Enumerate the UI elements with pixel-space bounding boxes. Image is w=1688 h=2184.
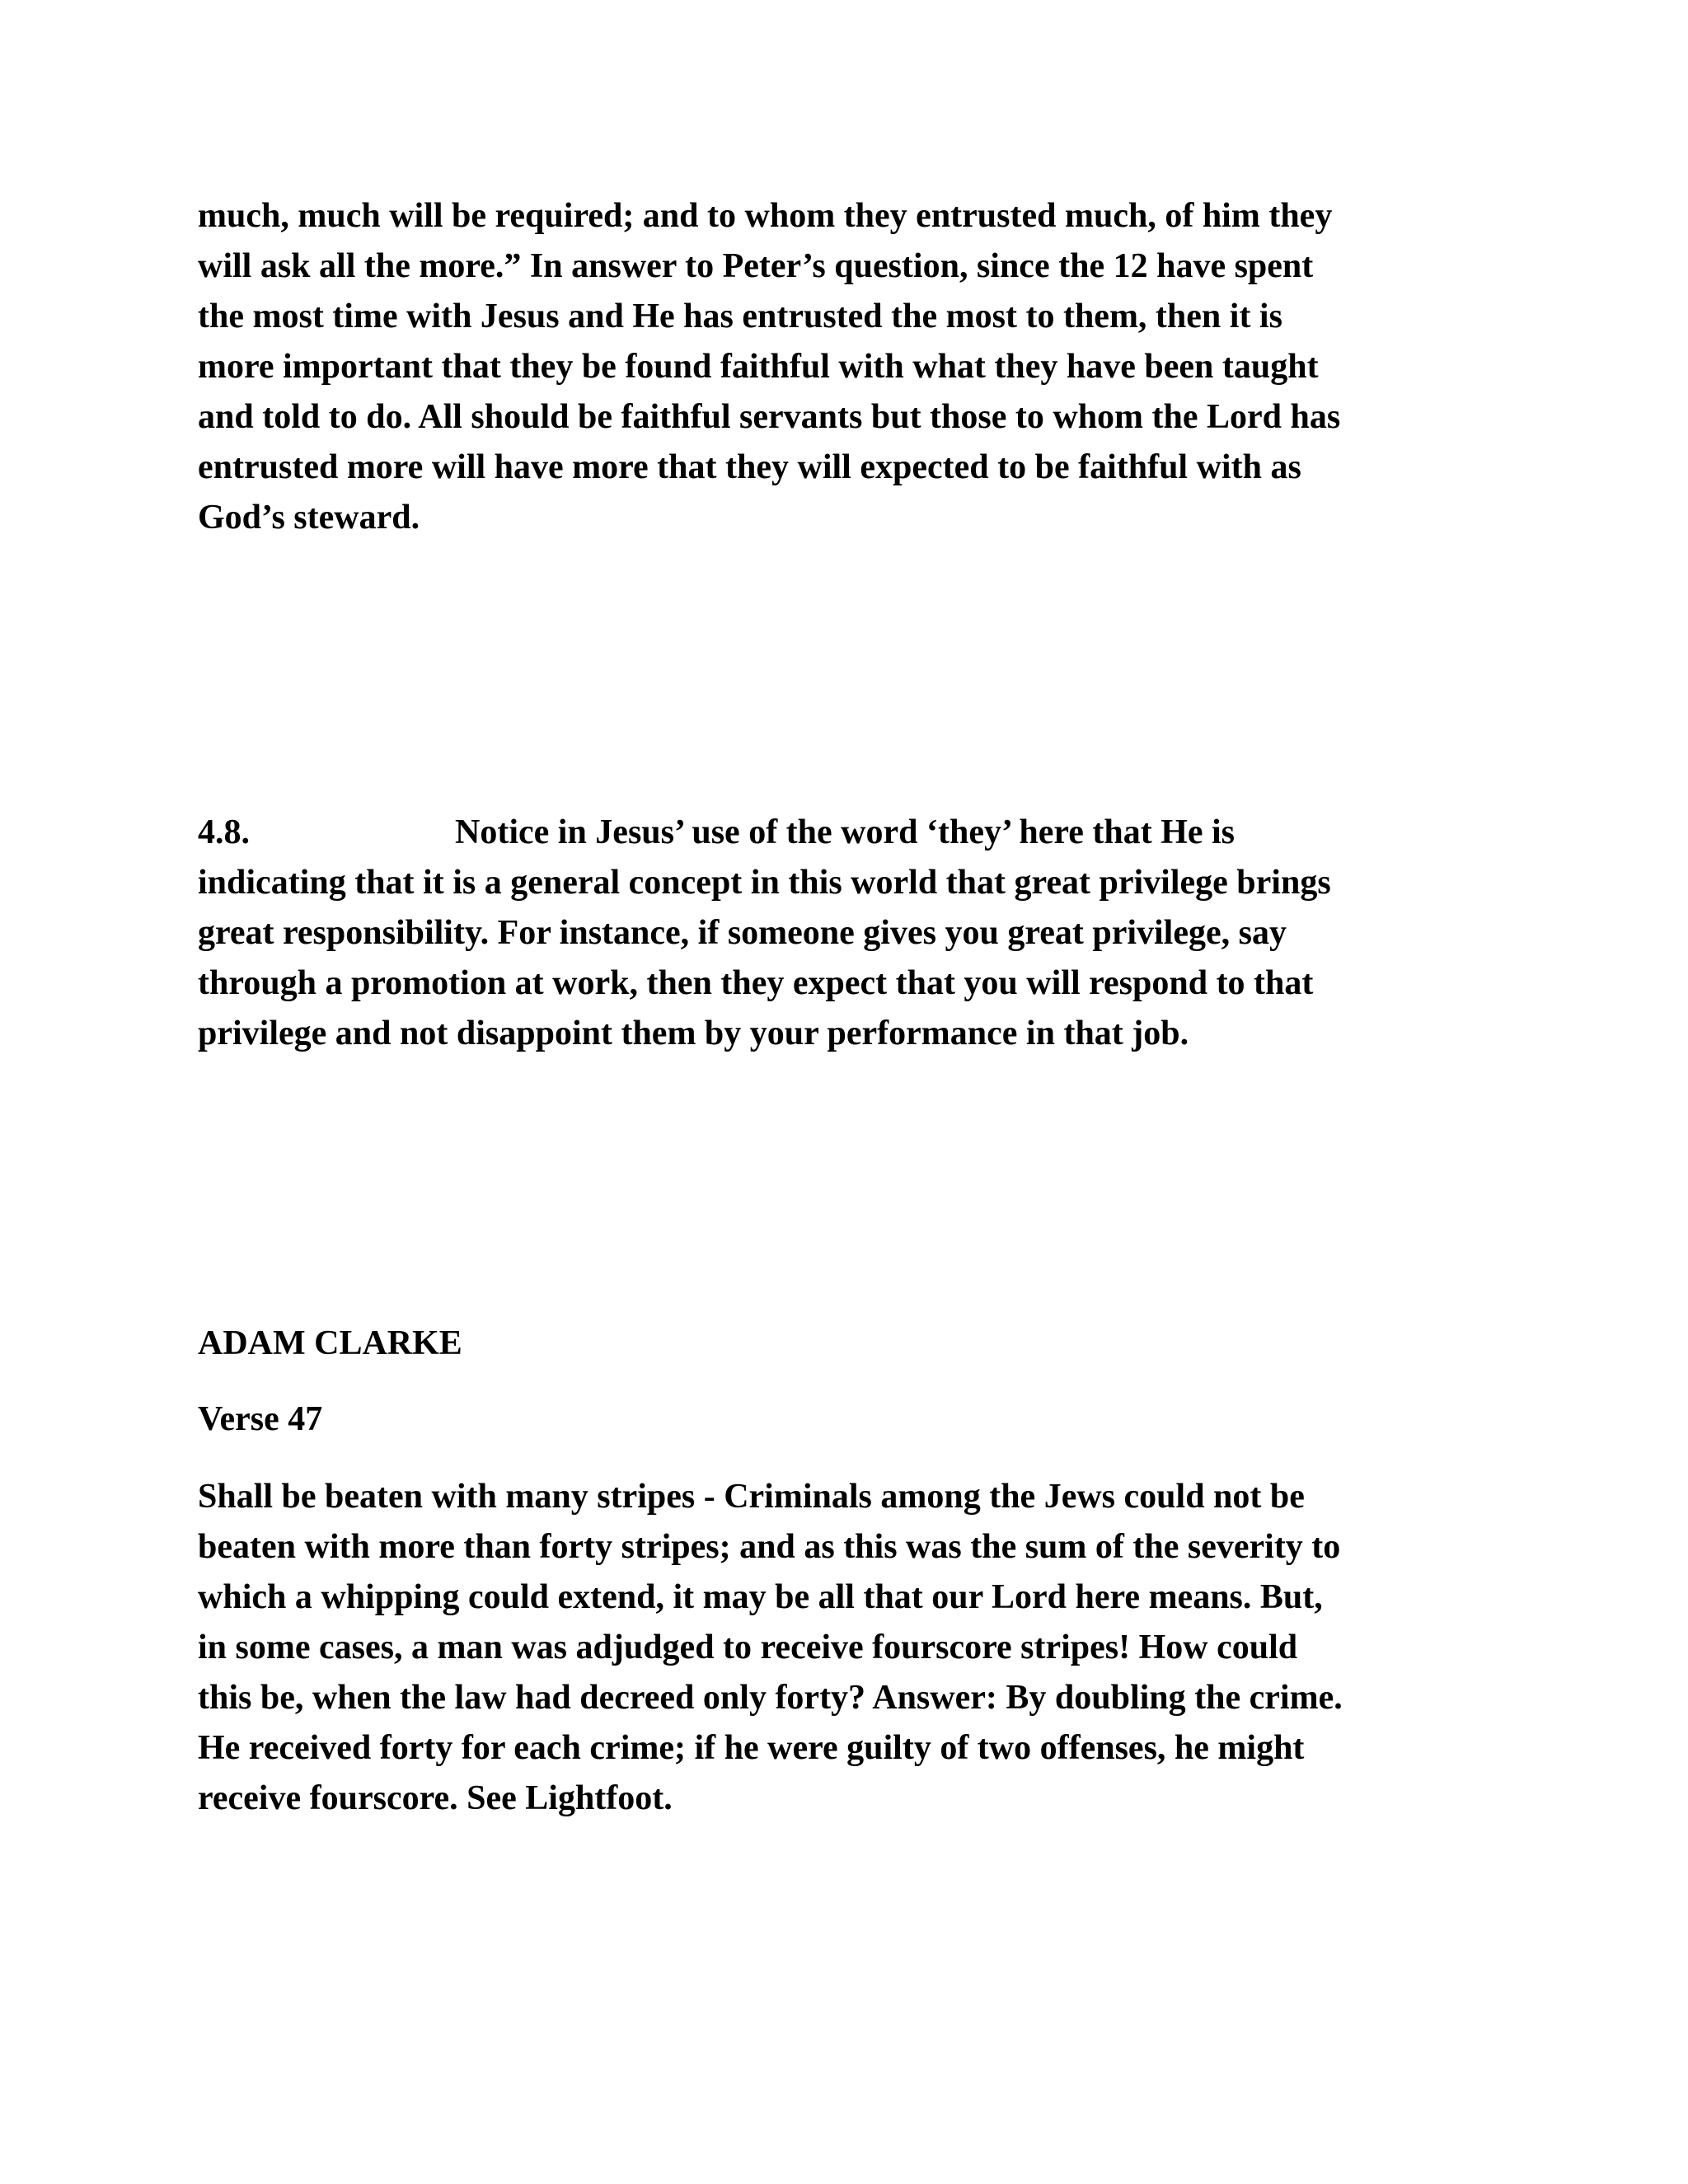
- text-line: God’s steward.: [198, 499, 420, 537]
- paragraph-continuation: [198, 191, 1500, 543]
- text-line: which a whipping could extend, it may be all that our Lord here means. But,: [198, 1578, 1323, 1616]
- text-line: more important that they be found faithful with what they have been taught: [198, 348, 1319, 386]
- verse-label: Verse 47: [198, 1400, 323, 1438]
- text-line: through a promotion at work, then they expect that you will respond to that: [198, 964, 1314, 1002]
- text-line: the most time with Jesus and He has entrusted the most to them, then it is: [198, 298, 1282, 335]
- text-line: privilege and not disappoint them by your performance in that job.: [198, 1015, 1189, 1052]
- section-4-8-paragraph: [198, 808, 1500, 1059]
- text-line: entrusted more will have more that they will expected to be faithful with as: [198, 448, 1301, 486]
- text-line: receive fourscore. See Lightfoot.: [198, 1779, 673, 1817]
- text-line: this be, when the law had decreed only forty? Answer: By doubling the crime.: [198, 1679, 1343, 1717]
- text-line: much, much will be required; and to whom they entrusted much, of him they: [198, 197, 1333, 235]
- commentary-author-heading: ADAM CLARKE: [198, 1324, 462, 1362]
- text-line: He received forty for each crime; if he were guilty of two offenses, he might: [198, 1729, 1305, 1767]
- text-line: indicating that it is a general concept in this world that great privilege brings: [198, 864, 1331, 902]
- commentary-paragraph: [198, 1472, 1500, 1824]
- text-line: [198, 808, 1500, 858]
- text-line: in some cases, a man was adjudged to receive fourscore stripes! How could: [198, 1629, 1298, 1666]
- text-line: will ask all the more.” In answer to Peter’s question, since the 12 have spent: [198, 247, 1314, 285]
- text-line: Shall be beaten with many stripes - Criminals among the Jews could not be: [198, 1478, 1305, 1516]
- text-line: and told to do. All should be faithful servants but those to whom the Lord has: [198, 398, 1341, 436]
- text-line: great responsibility. For instance, if someone gives you great privilege, say: [198, 914, 1287, 952]
- text-line-content: Notice in Jesus’ use of the word ‘they’ here that He is: [455, 813, 1236, 851]
- section-number: 4.8.: [198, 813, 250, 851]
- text-line: beaten with more than forty stripes; and as this was the sum of the severity to: [198, 1528, 1341, 1566]
